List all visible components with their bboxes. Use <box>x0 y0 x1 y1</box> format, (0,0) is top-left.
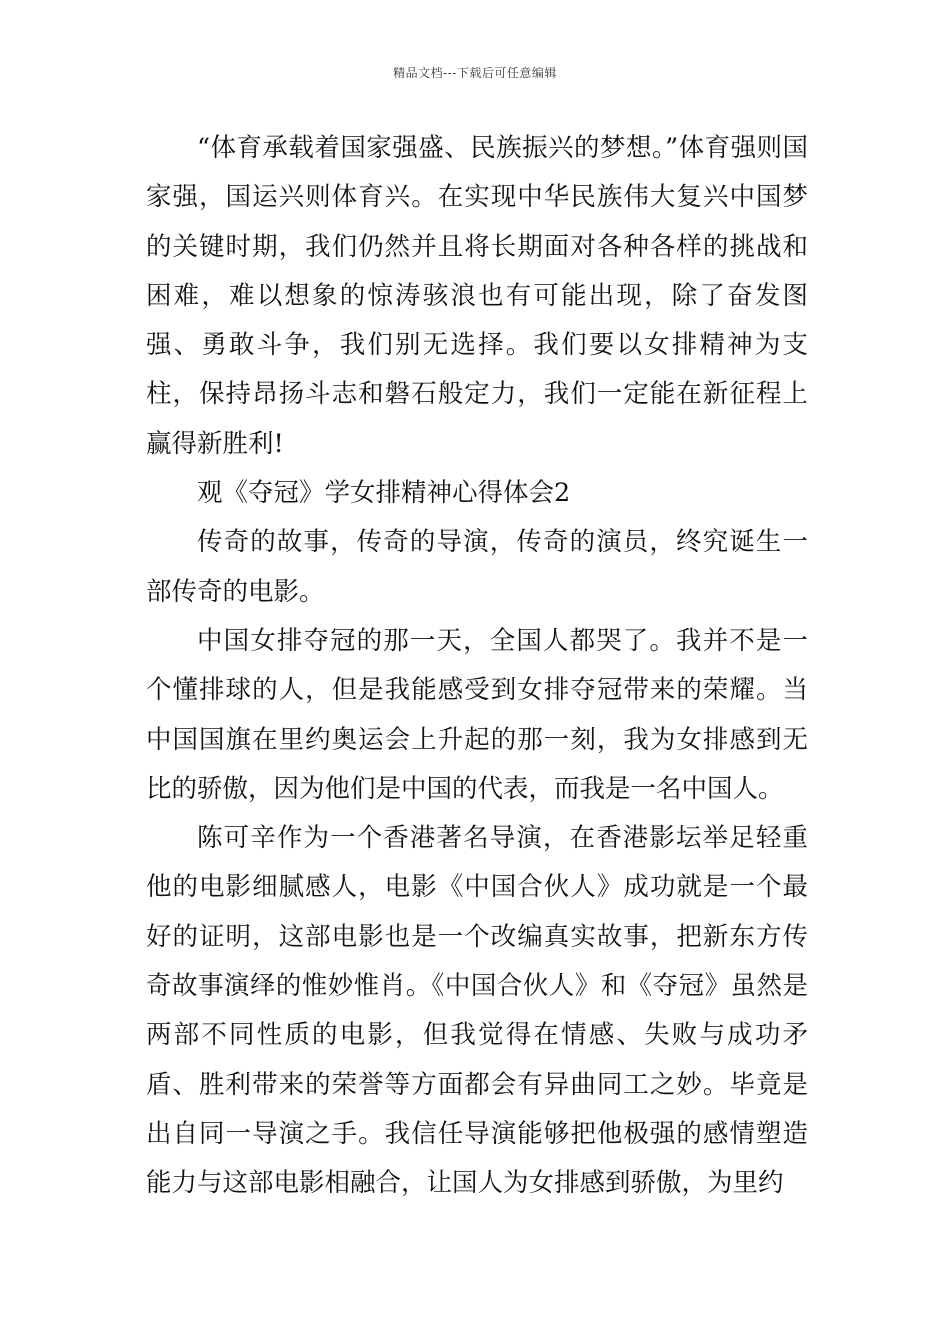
section-title: 观《夺冠》学女排精神心得体会2 <box>197 478 571 509</box>
paragraph-director: 陈可辛作为一个香港著名导演，在香港影坛举足轻重他的电影细腻感人，电影《中国合伙人》成功就是一个最好的证明，这部电影也是一个改编真实故事，把新东方传奇故事演绎的惟妙惟肖。《中国合伙人》和《夺冠》虽然是两部不同性质的电影，但我觉得在情感、失败与成功矛盾、胜利带来的荣誉等方面都会有异曲同工之妙。毕竟是出自同一导演之手。我信任导演能够把他极强的感情塑造能力与这部电影相融合，让国人为女排感到骄傲，为里约 <box>146 823 808 1199</box>
paragraph-sports-dream: “体育承载着国家强盛、民族振兴的梦想。”体育强则国家强，国运兴则体育兴。在实现中华民族伟大复兴中国梦的关键时期，我们仍然并且将长期面对各种各样的挑战和困难，难以想象的惊涛骇浪也有可能出现，除了奋发图强、勇敢斗争，我们别无选择。我们要以女排精神为支柱，保持昂扬斗志和磐石般定力，我们一定能在新征程上赢得新胜利! <box>146 133 808 459</box>
paragraph-legend: 传奇的故事，传奇的导演，传奇的演员，终究诞生一部传奇的电影。 <box>146 527 808 607</box>
document-body <box>146 124 808 1209</box>
paragraph-championship-day: 中国女排夺冠的那一天，全国人都哭了。我并不是一个懂排球的人，但是我能感受到女排夺冠带来的荣耀。当中国国旗在里约奥运会上升起的那一刻，我为女排感到无比的骄傲，因为他们是中国的代表，而我是一名中国人。 <box>146 625 808 804</box>
page-header: 精品文档---下载后可任意编辑 <box>393 66 557 80</box>
